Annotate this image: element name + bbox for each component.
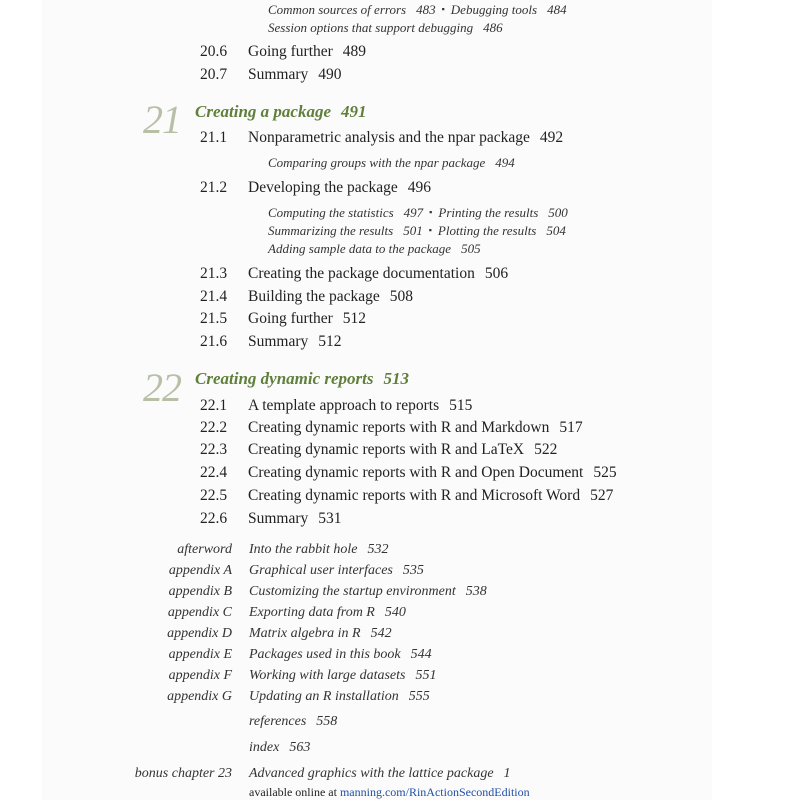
section-number: 21.2: [200, 179, 228, 196]
chapter-title-text: Creating a package: [195, 102, 331, 121]
toc-subsection-line: [268, 155, 515, 171]
backmatter-entry: [249, 563, 424, 579]
toc-section: [200, 66, 342, 84]
online-link[interactable]: manning.com/RinActionSecondEdition: [339, 785, 530, 799]
backmatter-page: 563: [289, 740, 311, 755]
section-number: 21.6: [200, 333, 228, 350]
section-title: Summary: [248, 333, 309, 350]
backmatter-label: appendix E: [168, 647, 232, 662]
section-title: Creating dynamic reports with R and Markdown: [248, 419, 550, 436]
section-number: 22.3: [200, 441, 228, 458]
subsection-page: 483: [416, 2, 436, 17]
subsection-page: 494: [495, 155, 515, 170]
chapter-number: 22: [143, 365, 181, 410]
backmatter-label: afterword: [177, 542, 232, 557]
backmatter-label: appendix G: [167, 689, 232, 704]
backmatter-title: Graphical user interfaces: [249, 563, 393, 578]
toc-subsection-line: [268, 20, 503, 36]
backmatter-page: 542: [370, 626, 392, 641]
subsection-page: 486: [483, 20, 503, 35]
chapter-title-text: Creating dynamic reports: [195, 369, 374, 388]
subsection-title: Printing the results: [438, 205, 539, 220]
section-number: 21.1: [200, 129, 228, 146]
section-number: 22.2: [200, 419, 228, 436]
section-page: 531: [318, 510, 342, 527]
section-number: 22.5: [200, 487, 228, 504]
section-number: 22.6: [200, 510, 228, 527]
backmatter-page: 540: [384, 605, 406, 620]
backmatter-page: 544: [410, 647, 432, 662]
subsection-title: Plotting the results: [437, 223, 537, 238]
subsection-page: 484: [547, 2, 567, 17]
backmatter-label: appendix C: [167, 605, 232, 620]
section-page: 527: [590, 487, 614, 504]
backmatter-title: Matrix algebra in R: [249, 626, 361, 641]
subsection-page: 497: [403, 205, 424, 220]
backmatter-entry: [249, 605, 406, 621]
online-note: [249, 785, 530, 800]
section-title: Summary: [248, 66, 309, 83]
section-number: 22.1: [200, 397, 228, 414]
section-page: 525: [593, 464, 617, 481]
toc-section: [200, 288, 413, 306]
chapter-page: 491: [341, 102, 367, 121]
backmatter-entry: [249, 668, 436, 684]
section-title: Nonparametric analysis and the npar package: [248, 129, 530, 146]
section-title: Going further: [248, 310, 333, 327]
section-title: Summary: [248, 510, 309, 527]
backmatter-entry: [249, 740, 310, 756]
subsection-page: 501: [403, 223, 423, 238]
toc-section: [200, 510, 342, 528]
section-title: Creating dynamic reports with R and Microsoft Word: [248, 487, 581, 504]
backmatter-entry: [249, 542, 389, 558]
backmatter-label: appendix D: [167, 626, 232, 641]
chapter-number: 21: [143, 97, 181, 142]
subsection-title: Summarizing the results: [268, 223, 394, 238]
subsection-title: Debugging tools: [450, 2, 538, 17]
subsection-page: 504: [546, 223, 566, 238]
backmatter-page: 538: [465, 584, 487, 599]
backmatter-label: bonus chapter 23: [134, 766, 232, 781]
section-number: 21.4: [200, 288, 228, 305]
section-title: Developing the package: [248, 179, 398, 196]
section-title: Creating dynamic reports with R and LaTeX: [248, 441, 525, 458]
section-number: 20.6: [200, 43, 228, 60]
toc-section: [200, 310, 366, 328]
section-title: Going further: [248, 43, 333, 60]
backmatter-entry: [249, 626, 392, 642]
section-page: 515: [449, 397, 473, 414]
subsection-page: 505: [461, 241, 481, 256]
backmatter-page: 551: [415, 668, 437, 683]
toc-subsection-line: [268, 2, 567, 18]
section-number: 22.4: [200, 464, 228, 481]
backmatter-label: appendix F: [168, 668, 232, 683]
subsection-page: 500: [548, 205, 568, 220]
subsection-title: Session options that support debugging: [268, 20, 474, 35]
toc-section: [200, 265, 508, 283]
backmatter-title: references: [249, 714, 307, 729]
section-page: 517: [559, 419, 583, 436]
backmatter-page: 535: [402, 563, 424, 578]
section-number: 20.7: [200, 66, 228, 83]
backmatter-page: 532: [367, 542, 389, 557]
section-page: 490: [318, 66, 342, 83]
backmatter-page: 555: [408, 689, 430, 704]
toc-section: [200, 333, 342, 351]
subsection-title: Common sources of errors: [268, 2, 407, 17]
online-note-text: available online at: [249, 785, 340, 799]
section-page: 489: [342, 43, 367, 60]
toc-section: [200, 487, 613, 505]
toc-section: [200, 464, 617, 482]
bullet-separator: ▪: [441, 4, 445, 14]
backmatter-title: Exporting data from R: [249, 605, 375, 620]
backmatter-label: appendix B: [168, 584, 232, 599]
backmatter-title: Into the rabbit hole: [249, 542, 358, 557]
subsection-title: Adding sample data to the package: [268, 241, 452, 256]
toc-section: [200, 129, 563, 147]
toc-subsection-line: [268, 205, 568, 221]
backmatter-title: Packages used in this book: [249, 647, 401, 662]
backmatter-title: index: [249, 740, 280, 755]
section-page: 492: [539, 129, 564, 146]
section-number: 21.3: [200, 265, 228, 282]
toc-section: [200, 441, 557, 459]
backmatter-entry: [249, 714, 337, 730]
backmatter-page: 558: [316, 714, 338, 729]
backmatter-entry: [249, 584, 487, 600]
section-page: 506: [484, 265, 509, 282]
backmatter-page: 1: [503, 766, 511, 781]
section-title: Creating the package documentation: [248, 265, 475, 282]
backmatter-title: Working with large datasets: [249, 668, 406, 683]
toc-subsection-line: [268, 223, 566, 239]
toc-section: [200, 43, 366, 61]
chapter-title: [195, 369, 409, 389]
section-title: Building the package: [248, 288, 380, 305]
toc-subsection-line: [268, 241, 481, 257]
backmatter-entry: [249, 766, 511, 782]
section-page: 508: [389, 288, 413, 305]
backmatter-title: Updating an R installation: [249, 689, 399, 704]
section-page: 522: [534, 441, 558, 458]
section-number: 21.5: [200, 310, 228, 327]
subsection-title: Comparing groups with the npar package: [268, 155, 486, 170]
section-title: A template approach to reports: [248, 397, 440, 414]
chapter-page: 513: [383, 369, 410, 388]
toc-section: [200, 397, 472, 415]
section-page: 496: [407, 179, 432, 196]
backmatter-title: Advanced graphics with the lattice package: [249, 766, 494, 781]
backmatter-label: appendix A: [168, 563, 232, 578]
section-title: Creating dynamic reports with R and Open Document: [248, 464, 584, 481]
backmatter-entry: [249, 689, 430, 705]
bullet-separator: ▪: [428, 225, 432, 235]
subsection-title: Computing the statistics: [268, 205, 394, 220]
section-page: 512: [318, 333, 342, 350]
bullet-separator: ▪: [429, 207, 433, 217]
chapter-title: [195, 102, 367, 122]
section-page: 512: [342, 310, 367, 327]
toc-section: [200, 419, 583, 437]
backmatter-title: Customizing the startup environment: [249, 584, 456, 599]
toc-section: [200, 179, 431, 197]
backmatter-entry: [249, 647, 432, 663]
